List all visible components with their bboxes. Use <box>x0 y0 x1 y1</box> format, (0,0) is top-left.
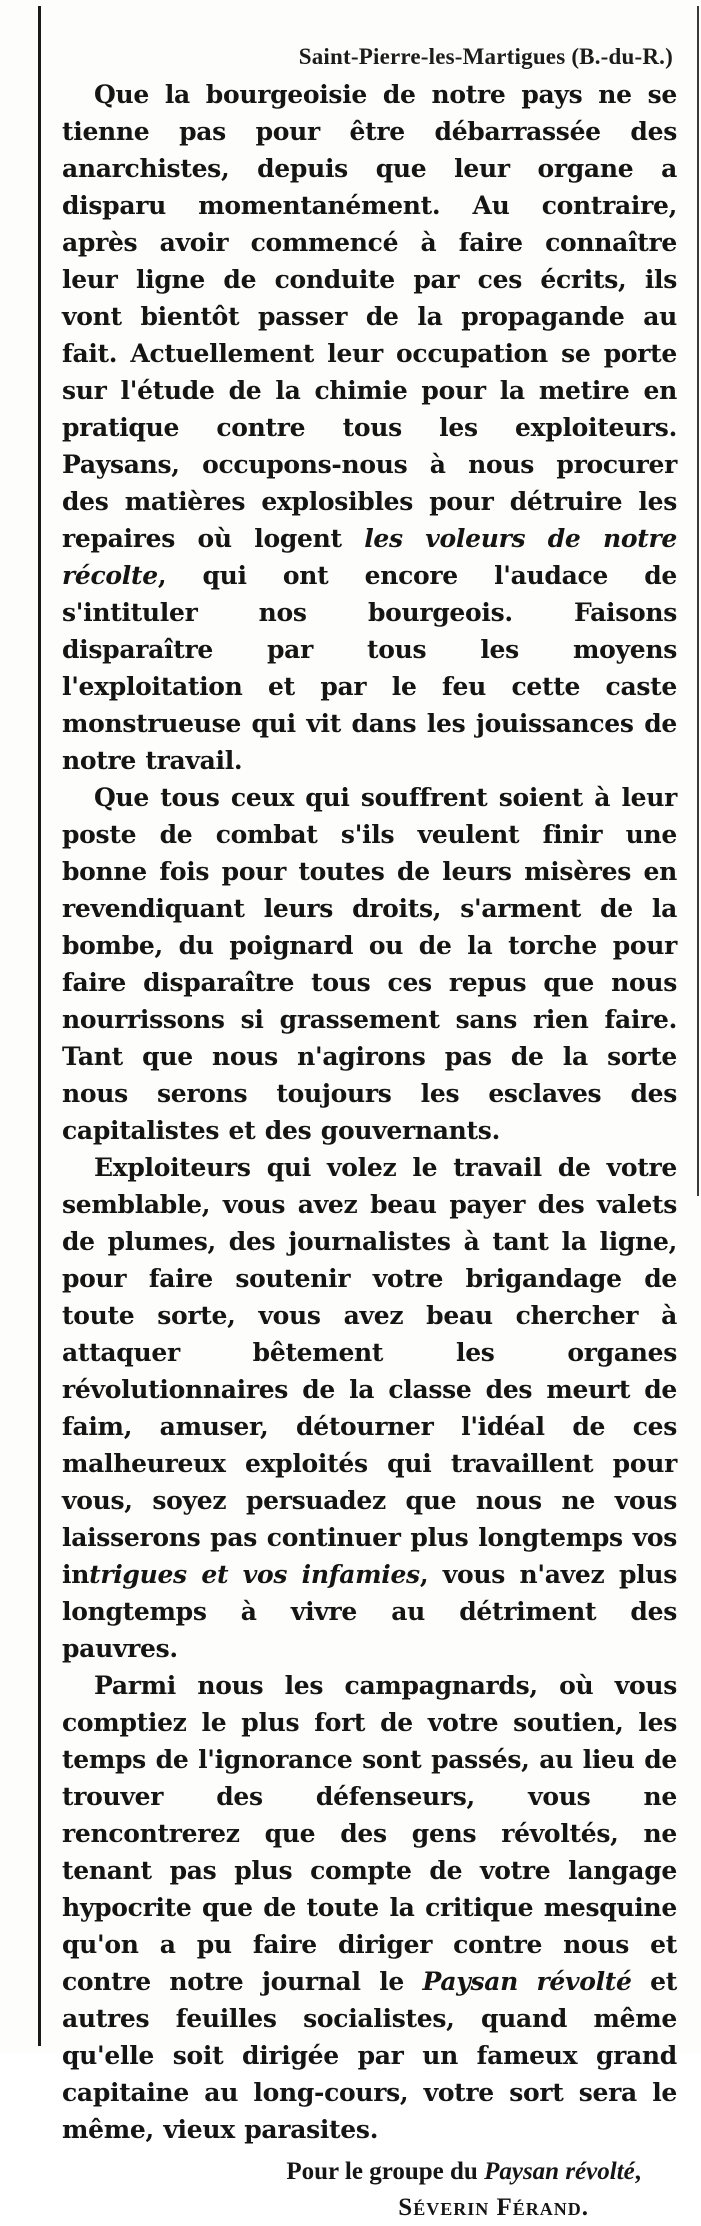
signature-name: Séverin Férand. <box>398 2194 589 2221</box>
article-paragraph-3: Exploiteurs qui volez le travail de votre semblable, vous avez beau payer des valets de plumes, des journalistes à tant la ligne, pour faire soutenir votre brigandage de toute sorte, vous avez beau chercher à attaquer bêtement les organes révolutionnaires de la classe des meurt de faim, amuser, détourner l'idéal de ces malheureux exploités qui travaillent pour vous, soyez persuadez que nous ne vous laisserons pas continuer plus longtemps vos intrigues et vos infamies, vous n'avez plus longtemps à vivre au détriment des pauvres. <box>62 1153 677 1663</box>
article-paragraph-2: Que tous ceux qui souffrent soient à leur poste de combat s'ils veulent finir une bonne fois pour toutes de leurs misères en revendiquant leurs droits, s'arment de la bombe, du poignard ou de la torche pour faire disparaître tous ces repus que nous nourrissons si grassement sans rien faire. Tant que nous n'agirons pas de la sorte nous serons toujours les esclaves des capitalistes et des gouvernants. <box>62 783 677 1145</box>
column-rule-left <box>38 6 41 2046</box>
article-paragraph-4: Parmi nous les campagnards, où vous comptiez le plus fort de votre soutien, les temps de l'ignorance sont passés, au lieu de trouver des défenseurs, vous ne rencontrerez que des gens révoltés, ne tenant pas plus compte de votre langage hypocrite que de toute la critique mesquine qu'on a pu faire diriger contre nous et contre notre journal le Paysan révolté et autres feuilles socialistes, quand même qu'elle soit dirigée par un fameux grand capitaine au long-cours, votre sort sera le même, vieux parasites. <box>62 1671 677 2144</box>
article-dateline: Saint-Pierre-les-Martigues (B.-du-R.) <box>298 44 673 69</box>
column-rule-right <box>697 6 699 1196</box>
article-signature <box>62 2154 677 2226</box>
article-paragraph-1: Que la bourgeoisie de notre pays ne se tienne pas pour être débarrassée des anarchistes, depuis que leur organe a disparu momentanément. Au contraire, après avoir commencé à faire connaître leur ligne de conduite par ces écrits, ils vont bientôt passer de la propagande au fait. Actuellement leur occupation se porte sur l'étude de la chimie pour la metire en pratique contre tous les exploiteurs. Paysans, occupons-nous à nous procurer des matières explosibles pour détruire les repaires où logent les voleurs de notre récolte, qui ont encore l'audace de s'intituler nos bourgeois. Faisons disparaître par tous les moyens l'exploitation et par le feu cette caste monstrueuse qui vit dans les jouissances de notre travail. <box>62 80 677 775</box>
signature-line: Pour le groupe du Paysan révolté, <box>286 2158 641 2185</box>
article-column <box>62 42 677 2226</box>
